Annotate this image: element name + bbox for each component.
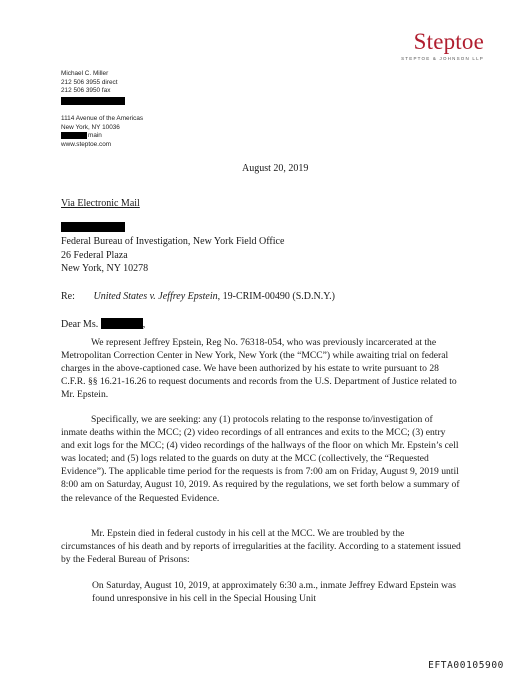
office-city: New York, NY 10036	[61, 123, 120, 131]
re-line	[61, 291, 335, 302]
redaction-bar	[101, 318, 143, 329]
office-main-label: main	[88, 132, 102, 140]
body-paragraph: We represent Jeffrey Epstein, Reg No. 76318-054, who was previously incarcerated at the Metropolitan Correction Center in New York, New York (the “MCC”) while awaiting trial on federal charges in the above-captioned case. We have been authorized by his estate to write pursuant to 28 C.F.R. §§ 16.21-16.26 to request documents and records from the U.S. Department of Justice related to Mr. Epstein.	[61, 337, 457, 401]
logo-wordmark: Steptoe	[413, 29, 484, 54]
sender-direct-phone: 212 506 3955 direct	[61, 78, 118, 86]
recipient-org: Federal Bureau of Investigation, New York Field Office	[61, 236, 285, 247]
sender-name: Michael C. Miller	[61, 70, 109, 77]
re-case-number: , 19-CRIM-00490 (S.D.N.Y.)	[217, 291, 335, 302]
recipient-street: 26 Federal Plaza	[61, 249, 128, 261]
salutation-suffix: ,	[142, 319, 146, 330]
re-label: Re:	[61, 291, 75, 302]
body-paragraph: Mr. Epstein died in federal custody in his cell at the MCC. We are troubled by the circumstances of his death and by reports of irregularities at the facility. According to a statement issued by the Federal Bureau of Prisons:	[61, 528, 461, 566]
recipient-city: New York, NY 10278	[61, 263, 149, 275]
salutation	[61, 318, 145, 330]
body-paragraph: Specifically, we are seeking: any (1) protocols relating to the response to/investigation of inmate deaths within the MCC; (2) video recordings of all entrances and exits to the MCC; (3) entry and exit logs for the MCC; (4) video recordings of the hallways of the floor on which Mr. Epstein’s cell was located; and (5) logs related to the guards on duty at the MCC (collectively, the “Requested Evidence”). The applicable time period for the requests is from 7:00 am on Friday, August 9, 2019 until 8:00 am on Saturday, August 10, 2019. As required by the regulations, we set forth below a summary of the relevance of the Requested Evidence.	[61, 414, 460, 504]
redaction-bar	[61, 132, 87, 139]
letter-date: August 20, 2019	[242, 163, 309, 174]
office-address-block	[61, 115, 143, 150]
sender-fax: 212 506 3950 fax	[61, 87, 111, 95]
block-quote: On Saturday, August 10, 2019, at approximately 6:30 a.m., inmate Jeffrey Edward Epstein was found unresponsive in his cell in the Special Housing Unit	[92, 580, 456, 605]
office-website: www.steptoe.com	[61, 140, 112, 148]
redaction-bar	[61, 97, 125, 105]
redaction-bar	[61, 222, 125, 232]
sender-block	[61, 70, 125, 106]
steptoe-logo	[401, 30, 484, 61]
salutation-prefix: Dear Ms.	[61, 319, 99, 330]
delivery-method: Via Electronic Mail	[61, 198, 140, 209]
recipient-block	[61, 235, 284, 276]
office-street: 1114 Avenue of the Americas	[61, 115, 144, 122]
re-case-name: United States v. Jeffrey Epstein	[93, 291, 218, 302]
document-id: EFTA00105900	[428, 660, 504, 671]
logo-subtitle: STEPTOE & JOHNSON LLP	[401, 56, 484, 61]
